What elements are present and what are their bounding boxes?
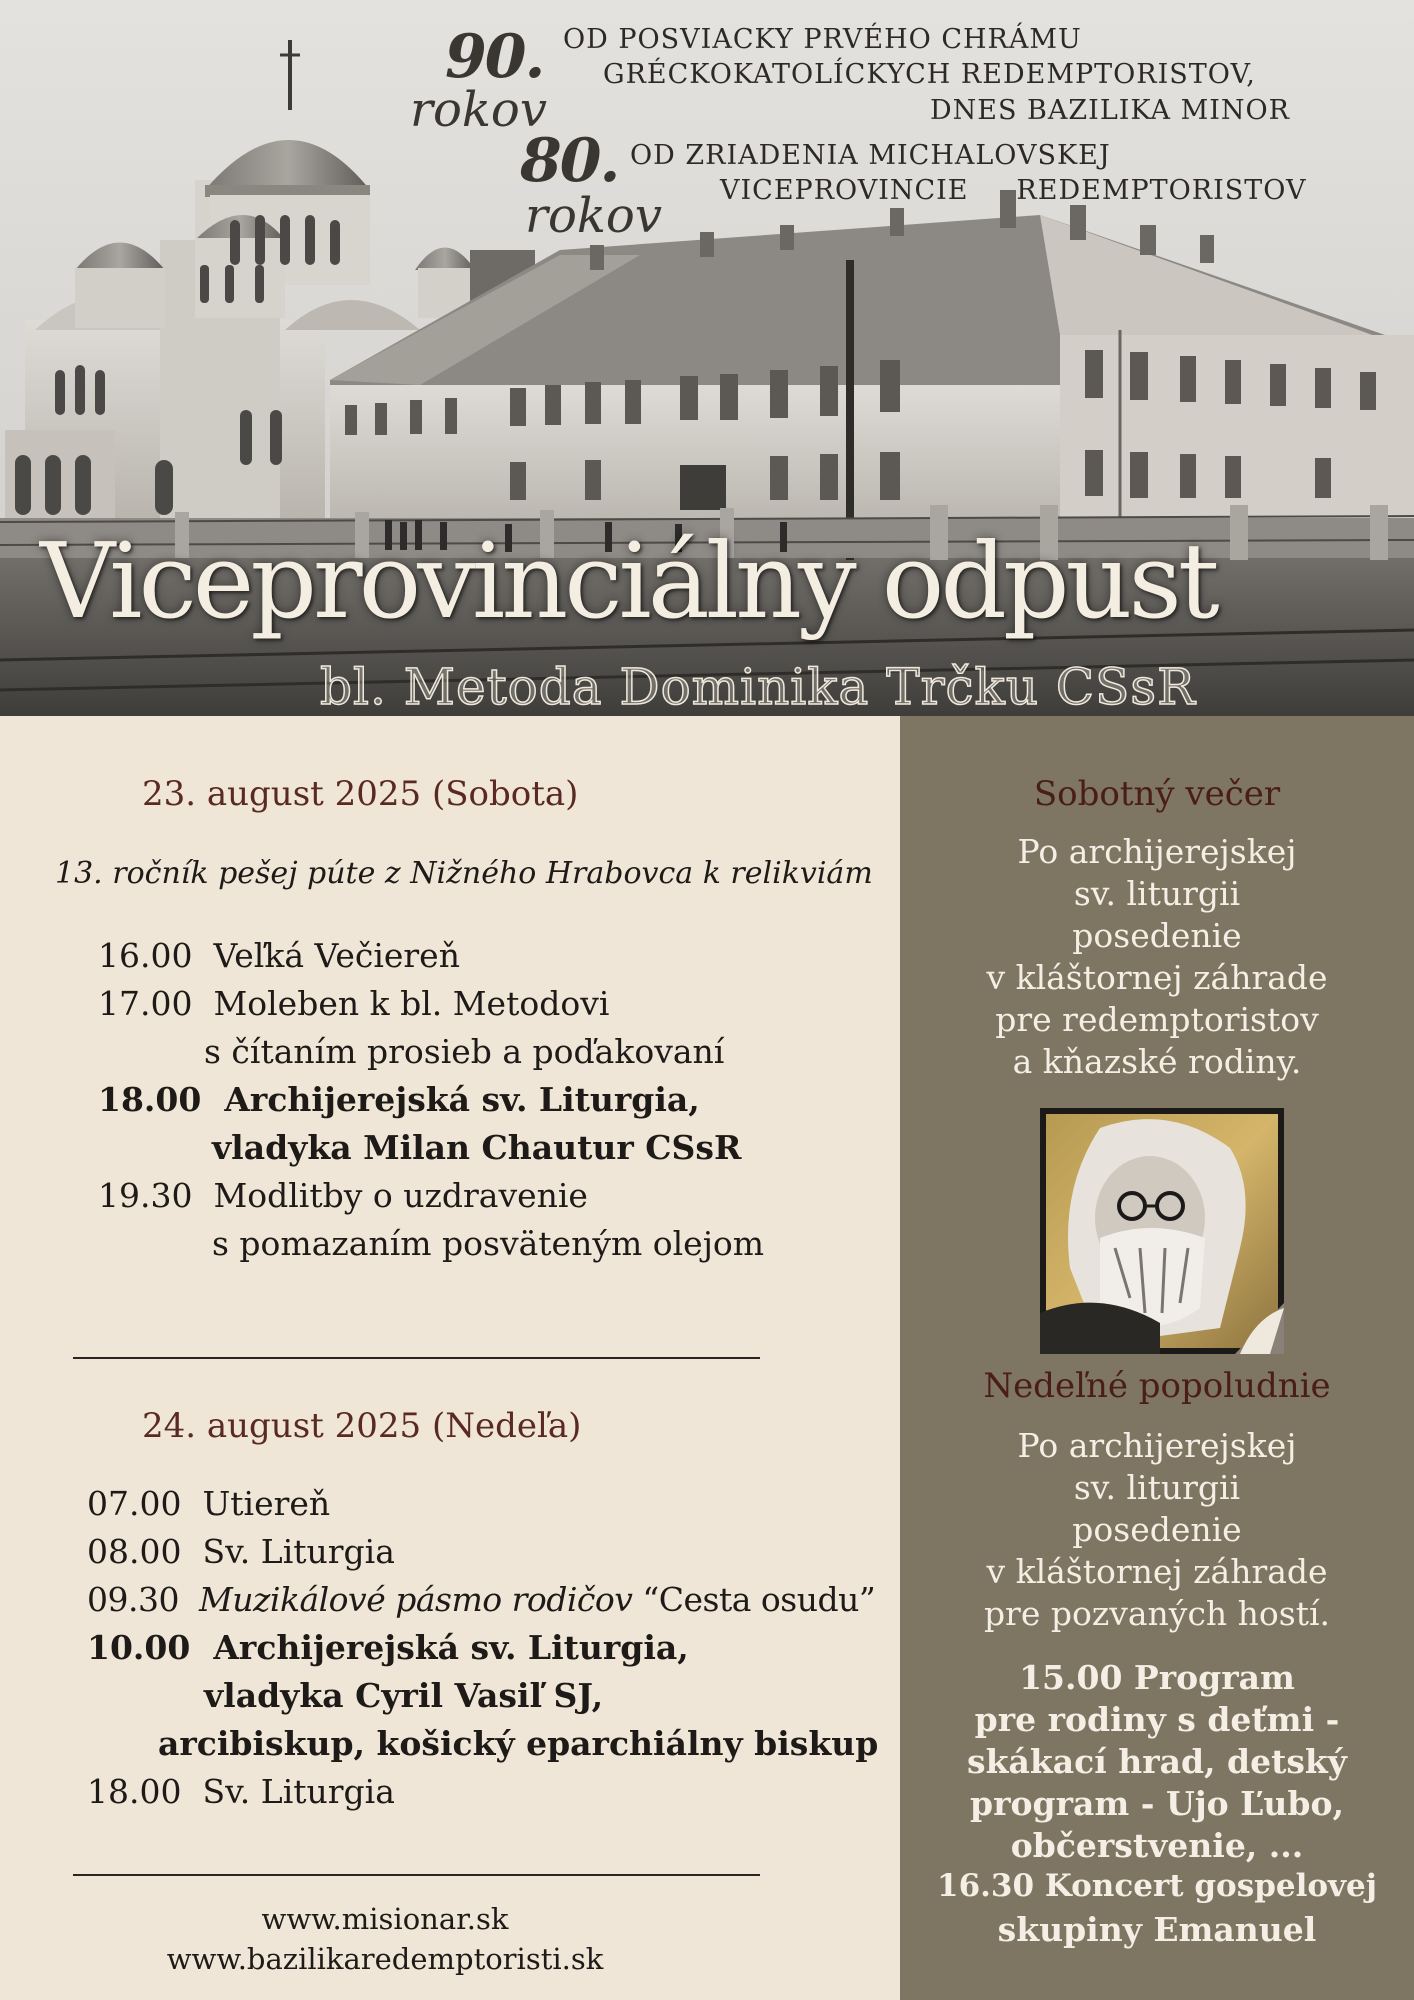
row-time: 17.00 bbox=[98, 984, 193, 1023]
header-line-5: VICEPROVINCIE REDEMPTORISTOV bbox=[720, 175, 1307, 206]
schedule-row bbox=[158, 1724, 878, 1763]
schedule-row bbox=[98, 1080, 700, 1119]
schedule-row bbox=[98, 936, 460, 975]
blessed-metod-portrait bbox=[1040, 1108, 1284, 1354]
sidebar bbox=[900, 716, 1414, 2000]
schedule-row bbox=[87, 1580, 875, 1619]
row-text: Archijerejská sv. Liturgia, bbox=[213, 1628, 689, 1667]
row-text: Veľká Večiereň bbox=[213, 936, 460, 975]
row-text: “Cesta osudu” bbox=[632, 1580, 876, 1619]
schedule-row bbox=[87, 1532, 395, 1571]
row-time: 16.00 bbox=[98, 936, 193, 975]
divider bbox=[73, 1874, 760, 1876]
schedule-row bbox=[212, 1128, 741, 1167]
row-text-italic: Muzikálové pásmo rodičov bbox=[198, 1580, 633, 1619]
sunday-title: 24. august 2025 (Nedeľa) bbox=[142, 1406, 582, 1446]
header-line-1: OD POSVIACKY PRVÉHO CHRÁMU bbox=[563, 24, 1082, 55]
anniversary-90-word: rokov bbox=[410, 82, 547, 138]
saturday-evening-title: Sobotný večer bbox=[1033, 774, 1281, 814]
sidebar-line: v kláštornej záhrade bbox=[986, 1552, 1328, 1591]
schedule-row bbox=[98, 984, 609, 1023]
program-line: program - Ujo Ľubo, bbox=[970, 1784, 1344, 1823]
row-time: 18.00 bbox=[98, 1080, 202, 1119]
row-time: 09.30 bbox=[87, 1580, 179, 1619]
row-time: 19.30 bbox=[98, 1176, 193, 1215]
saturday-title: 23. august 2025 (Sobota) bbox=[142, 774, 579, 814]
schedule-row bbox=[204, 1032, 724, 1071]
row-text: arcibiskup, košický eparchiálny biskup bbox=[158, 1724, 879, 1763]
row-text: Utiereň bbox=[202, 1484, 331, 1523]
header-line-4: OD ZRIADENIA MICHALOVSKEJ bbox=[630, 140, 1111, 171]
row-text: Modlitby o uzdravenie bbox=[213, 1176, 588, 1215]
header-banner bbox=[0, 0, 1414, 716]
schedule-row bbox=[204, 1676, 603, 1715]
schedule-row bbox=[87, 1772, 395, 1811]
schedule-row bbox=[87, 1484, 330, 1523]
header-line-2: GRÉCKOKATOLÍCKYCH REDEMPTORISTOV, bbox=[603, 59, 1256, 90]
sidebar-line: sv. liturgii bbox=[1073, 874, 1241, 913]
schedule-row bbox=[98, 1176, 588, 1215]
sidebar-line: v kláštornej záhrade bbox=[986, 958, 1328, 997]
program-line: skákací hrad, detský bbox=[967, 1742, 1347, 1781]
program-line: občerstvenie, ... bbox=[1010, 1826, 1304, 1865]
sidebar-line: posedenie bbox=[1072, 1510, 1242, 1549]
website-link-bazilika[interactable]: www.bazilikaredemptoristi.sk bbox=[166, 1942, 604, 1976]
pilgrimage-note: 13. ročník pešej púte z Nižného Hrabovca k relikviám bbox=[55, 856, 873, 891]
schedule-row bbox=[212, 1224, 764, 1263]
program-line: pre rodiny s deťmi - bbox=[974, 1700, 1340, 1739]
schedule-column bbox=[0, 716, 900, 2000]
divider bbox=[73, 1357, 760, 1359]
anniversary-80-number: 80. bbox=[520, 126, 619, 196]
website-link-misionar[interactable]: www.misionar.sk bbox=[261, 1902, 509, 1936]
main-title: Viceprovinciálny odpust bbox=[40, 520, 1216, 642]
sidebar-line: pre pozvaných hostí. bbox=[983, 1594, 1331, 1633]
sub-title: bl. Metoda Dominika Trčku CSsR bbox=[320, 658, 1196, 716]
program-line: 15.00 Program bbox=[1019, 1658, 1295, 1697]
sidebar-line: Po archijerejskej bbox=[1017, 832, 1297, 871]
program-line: 16.30 Koncert gospelovej bbox=[937, 1868, 1377, 1904]
row-text: Sv. Liturgia bbox=[202, 1532, 395, 1571]
row-time: 18.00 bbox=[87, 1772, 182, 1811]
row-text: s pomazaním posväteným olejom bbox=[212, 1224, 765, 1263]
row-time: 07.00 bbox=[87, 1484, 182, 1523]
sidebar-line: sv. liturgii bbox=[1073, 1468, 1241, 1507]
row-text: vladyka Milan Chautur CSsR bbox=[212, 1128, 742, 1167]
sidebar-line: Po archijerejskej bbox=[1017, 1426, 1297, 1465]
row-text: Moleben k bl. Metodovi bbox=[213, 984, 610, 1023]
row-time: 10.00 bbox=[87, 1628, 191, 1667]
sidebar-line: posedenie bbox=[1072, 916, 1242, 955]
sidebar-line: pre redemptoristov bbox=[995, 1000, 1319, 1039]
row-text: vladyka Cyril Vasiľ SJ, bbox=[204, 1676, 604, 1715]
sidebar-line: a kňazské rodiny. bbox=[1012, 1042, 1302, 1081]
anniversary-80-word: rokov bbox=[525, 188, 662, 244]
row-time: 08.00 bbox=[87, 1532, 182, 1571]
schedule-row bbox=[87, 1628, 689, 1667]
sunday-afternoon-title: Nedeľné popoludnie bbox=[983, 1366, 1331, 1406]
header-line-3: DNES BAZILIKA MINOR bbox=[930, 95, 1290, 126]
row-text: Archijerejská sv. Liturgia, bbox=[224, 1080, 700, 1119]
row-text: Sv. Liturgia bbox=[202, 1772, 395, 1811]
anniversary-90-number: 90. bbox=[445, 22, 544, 92]
row-text: s čítaním prosieb a poďakovaní bbox=[204, 1032, 725, 1071]
program-line: skupiny Emanuel bbox=[997, 1910, 1317, 1949]
